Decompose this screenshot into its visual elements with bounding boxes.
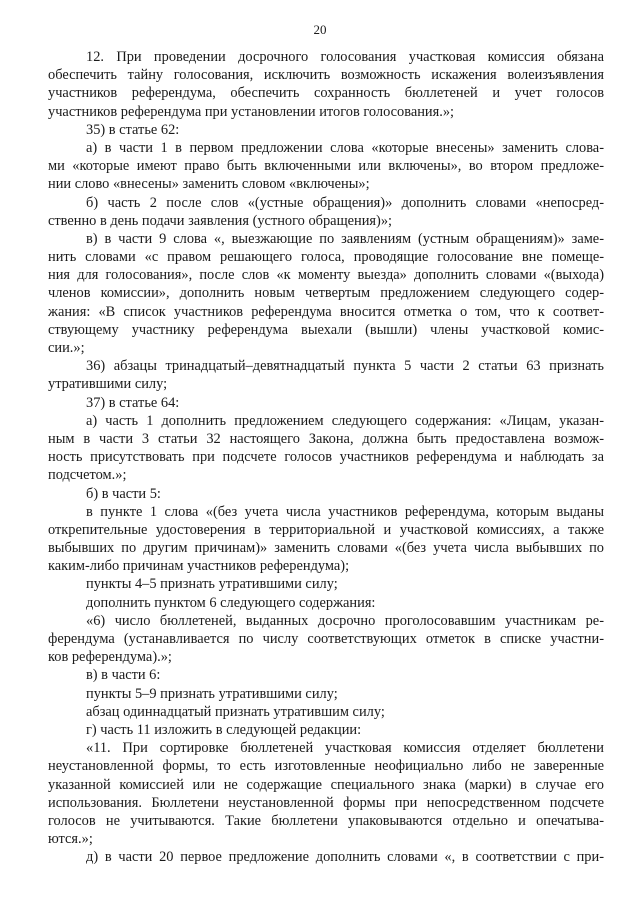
text-line: ми «которые имеют право быть включенными или включены», во втором предложе- <box>48 158 604 175</box>
text-line: «6) число бюллетеней, выданных досрочно проголосовавшим участникам ре- <box>86 612 604 629</box>
text-line: ются.»; <box>48 831 93 848</box>
text-line: 37) в статье 64: <box>86 394 180 411</box>
text-line: в) в части 9 слова «, выезжающие по заявлениям (устным обращениям)» заме- <box>86 230 604 247</box>
text-line: открепительные удостоверения в территориальной и участковой комиссиях, а также <box>48 521 604 538</box>
text-line: 12. При проведении досрочного голосования участковая комиссия обязана <box>86 49 604 65</box>
text-line: участников референдума при установлении итогов голосования.»; <box>48 103 455 120</box>
text-line: ственно в день подачи заявления (устного обращения)»; <box>48 212 393 229</box>
text-line: ферендума (устанавливается по числу соответствующих отметок в списке участни- <box>48 631 604 647</box>
text-line: нить словами «с правом решающего голоса, проводящие голосование вне помеще- <box>48 249 604 266</box>
text-line: ков референдума).»; <box>48 649 172 666</box>
text-line: б) в части 5: <box>86 485 161 502</box>
text-line: использования. Бюллетени неустановленной формы при непосредственном подсчете <box>48 794 604 811</box>
page-number: 20 <box>313 22 327 37</box>
text-line: 35) в статье 62: <box>86 121 180 138</box>
text-line: а) часть 1 дополнить предложением следующего содержания: «Лицам, указан- <box>86 412 604 429</box>
text-line: пункты 4–5 признать утратившими силу; <box>86 576 338 593</box>
text-line: сии.»; <box>48 340 85 356</box>
text-line: 36) абзацы тринадцатый–девятнадцатый пункта 5 части 2 статьи 63 признать <box>86 358 604 375</box>
text-line: в пункте 1 слова «(без учета числа участников референдума, которым выданы <box>86 503 604 520</box>
text-line: подсчетом.»; <box>48 467 127 484</box>
text-line: дополнить пунктом 6 следующего содержания: <box>86 594 376 611</box>
text-line: ния для голосования», после слов «к моменту выезда» дополнить словами «(выхода) <box>48 267 604 284</box>
text-line: ствующему участнику референдума выехали (вышли) члены участковой комис- <box>48 321 604 338</box>
text-line: неустановленной формы, то есть изготовленные неофициально либо не заверенные <box>48 758 604 775</box>
text-line: пункты 5–9 признать утратившими силу; <box>86 685 338 702</box>
text-line: ность присутствовать при подсчете голосов участников референдума и наблюдать за <box>48 449 604 466</box>
text-line: указанной комиссией или не содержащие специального знака (марки) в случае его <box>48 776 604 793</box>
text-line: «11. При сортировке бюллетеней участковая комиссия отделяет бюллетени <box>86 740 604 757</box>
text-line: членов комиссии», дополнить новым четвертым предложением следующего содер- <box>48 285 604 302</box>
text-line: д) в части 20 первое предложение дополнить словами «, в соответствии с при- <box>86 849 604 866</box>
text-line: нии слово «внесены» заменить словом «включены»; <box>48 176 370 193</box>
text-line: выбывших по другим причинам)» заменить словами «(без учета числа выбывших по <box>48 540 604 557</box>
text-line: голосов не учитываются. Такие бюллетени упаковываются отдельно и опечатыва- <box>48 812 604 829</box>
text-line: г) часть 11 изложить в следующей редакции: <box>86 721 362 738</box>
text-line: абзац одиннадцатый признать утратившим силу; <box>86 703 385 720</box>
text-line: жания: «В список участников референдума вносится отметка о том, что к соответ- <box>48 303 604 320</box>
text-line: каким-либо причинам участников референдума); <box>48 558 350 575</box>
text-line: а) в части 1 в первом предложении слова «которые внесены» заменить слова- <box>86 139 604 156</box>
text-line: в) в части 6: <box>86 667 161 684</box>
text-line: утратившими силу; <box>48 376 168 393</box>
text-line: ным в части 3 статьи 32 настоящего Закона, должна быть предоставлена возмож- <box>48 430 604 447</box>
document-body <box>48 48 604 866</box>
text-line: обеспечить тайну голосования, исключить возможность искажения волеизъявления <box>48 67 604 84</box>
text-line: б) часть 2 после слов «(устные обращения)» дополнить словами «непосред- <box>86 194 604 211</box>
text-line: участников референдума, обеспечить сохранность бюллетеней и учет голосов <box>48 85 604 102</box>
